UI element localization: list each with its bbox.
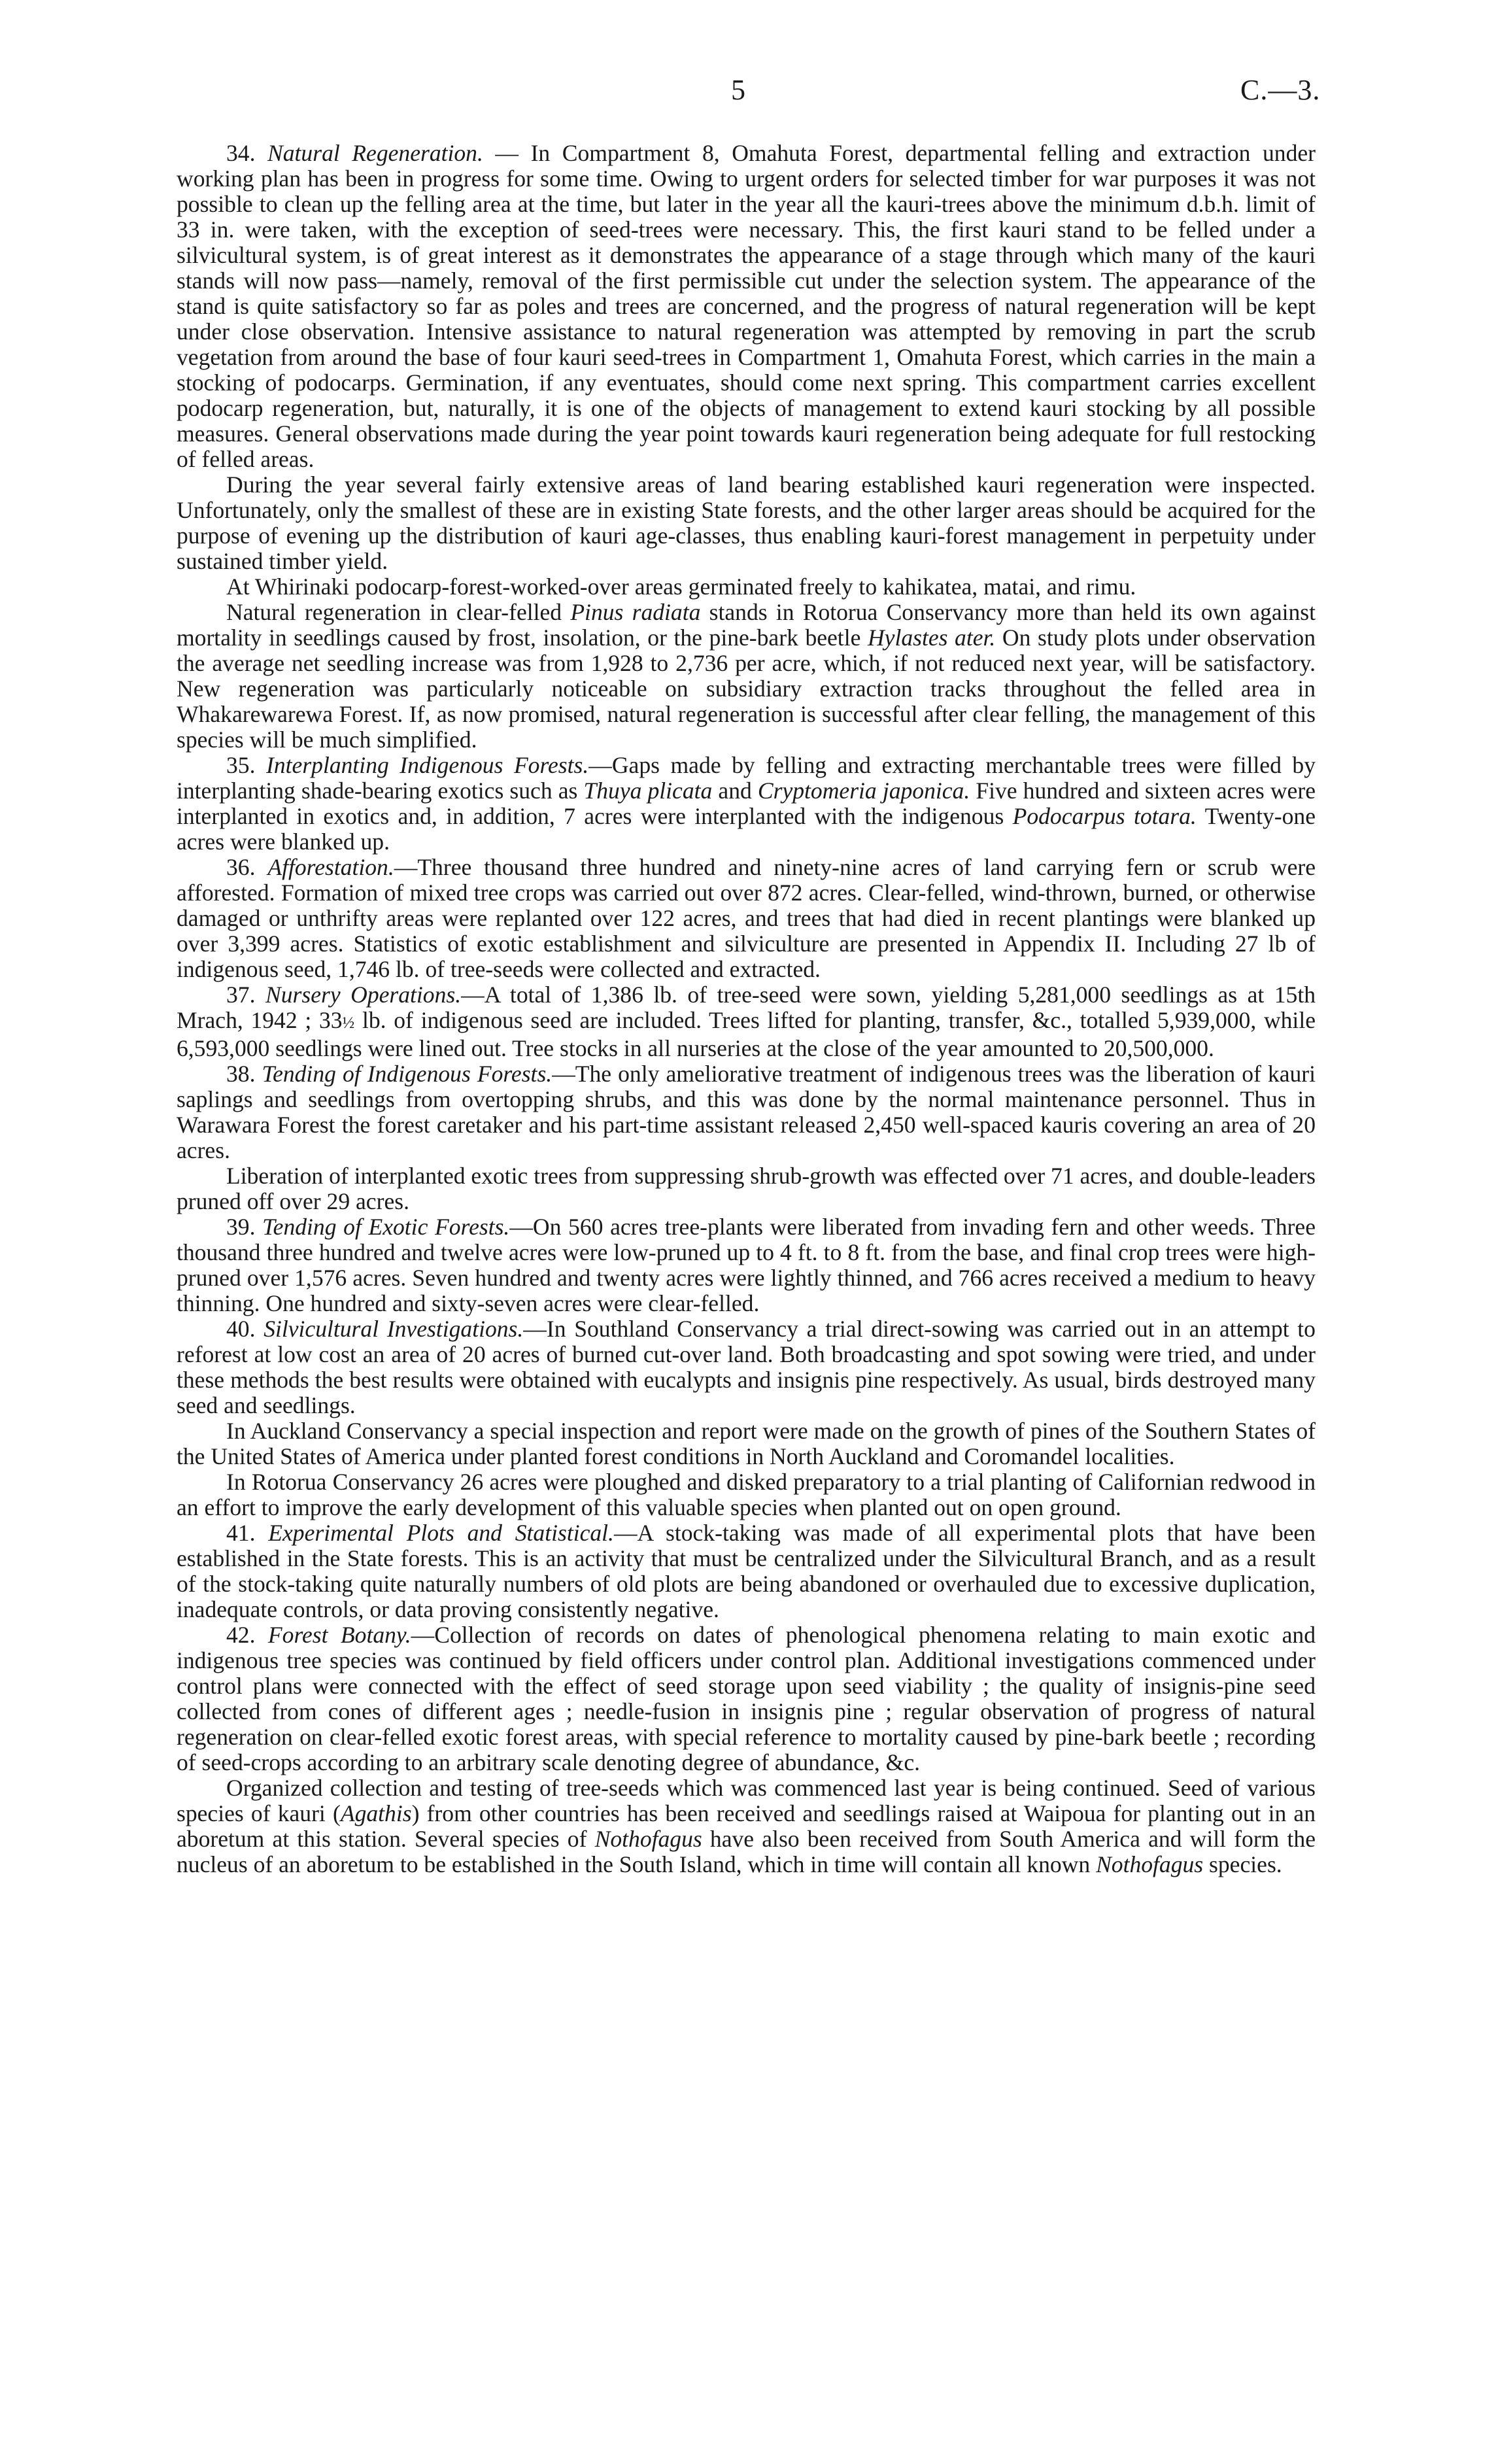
italic-text: Natural Regeneration.	[267, 140, 483, 166]
text-run: 35.	[226, 752, 267, 778]
paragraph	[177, 1775, 1316, 1877]
text-run: —The only ameliorative treatment of indigenous trees was the liberation of kauri saplings and seedlings from overtopping shrubs, and this was done by the normal maintenance personnel. Thus in Warawara Forest the forest caretaker and his part-time assistant released 2,450 well-spaced kauris covering an area of 20 acres.	[177, 1061, 1316, 1163]
text-run: —Collection of records on dates of phenological phenomena relating to main exotic and indigenous tree species was continued by field officers under control plan. Additional investigations commenced under control plans were connected with the effect of seed storage upon seed viability ; the quality of insignis-pine seed collected from cones of different ages ; needle-fusion in insignis pine ; regular observation of progress of natural regeneration on clear-felled exotic forest areas, with special reference to mortality caused by pine-bark beetle ; recording of seed-crops according to an arbitrary scale denoting degree of abundance, &c.	[177, 1622, 1316, 1775]
italic-text: Interplanting Indigenous Forests.	[266, 752, 589, 778]
paragraph	[177, 982, 1316, 1061]
italic-text: Silvicultural Investigations.	[264, 1316, 524, 1342]
text-run: —Gaps made by felling and extracting merchantable trees were filled by interplanting shade-bearing exotics such as	[177, 752, 1316, 804]
text-run: Natural regeneration in clear-felled	[226, 599, 571, 625]
paragraph	[177, 1061, 1316, 1163]
paragraph	[177, 1520, 1316, 1622]
italic-text: Nothofagus	[1096, 1851, 1204, 1877]
italic-text: Podocarpus totara.	[1012, 803, 1197, 829]
document-reference: C.—3.	[1240, 74, 1321, 106]
italic-text: Nothofagus	[594, 1826, 702, 1852]
text-run: In Auckland Conservancy a special inspection and report were made on the growth of pines of the Southern States of the United States of America under planted forest conditions in North Auckland and Coromandel localities.	[177, 1418, 1316, 1469]
paragraph	[177, 753, 1316, 855]
text-run: 41.	[226, 1520, 269, 1546]
text-run: stands in Rotorua Conservancy more than held its own against mortality in seedlings caused by frost, insolation, or the pine-bark beetle	[177, 599, 1316, 651]
text-run: —On 560 acres tree-plants were liberated from invading fern and other weeds. Three thousand three hundred and twelve acres were low-pruned up to 4 ft. to 8 ft. from the base, and final crop trees were high-pruned over 1,576 acres. Seven hundred and twenty acres were lightly thinned, and 766 acres received a medium to heavy thinning. One hundred and sixty-seven acres were clear-felled.	[177, 1214, 1316, 1316]
text-run: In Rotorua Conservancy 26 acres were ploughed and disked preparatory to a trial planting of Californian redwood in an effort to improve the early development of this valuable species when planted out on open ground.	[177, 1469, 1316, 1520]
text-run: —Three thousand three hundred and ninety-nine acres of land carrying fern or scrub were afforested. Formation of mixed tree crops was carried out over 872 acres. Clear-felled, wind-thrown, burned, or otherwise damaged or unthrifty areas were replanted over 122 acres, and trees that had died in recent plantings were blanked up over 3,399 acres. Statistics of exotic establishment and silviculture are presented in Appendix II. Including 27 lb of indigenous seed, 1,746 lb. of tree-seeds were collected and extracted.	[177, 854, 1316, 982]
text-run: species.	[1203, 1851, 1282, 1877]
text-run: have also been received from South America and will form the nucleus of an aboretum to be established in the South Island, which in time will contain all known	[177, 1826, 1316, 1877]
text-run: During the year several fairly extensive areas of land bearing established kauri regeneration were inspected. Unfortunately, only the smallest of these are in existing State forests, and the other larger areas should be acquired for the purpose of evening up the distribution of kauri age-classes, thus enabling kauri-forest management in perpetuity under sustained timber yield.	[177, 471, 1316, 574]
text-run: On study plots under observation the average net seedling increase was from 1,928 to 2,736 per acre, which, if not reduced next year, will be satisfactory. New regeneration was particularly noticeable on subsidiary extraction tracks throughout the felled area in Whakarewarewa Forest. If, as now promised, natural regeneration is successful after clear felling, the management of this species will be much simplified.	[177, 625, 1316, 753]
paragraph	[177, 472, 1316, 574]
paragraph	[177, 600, 1316, 753]
paragraph	[177, 855, 1316, 982]
body-text	[177, 141, 1316, 1877]
paragraph	[177, 1469, 1316, 1520]
paragraph	[177, 1316, 1316, 1418]
paragraph	[177, 1214, 1316, 1316]
italic-text: Cryptomeria japonica.	[757, 778, 970, 804]
italic-text: Nursery Operations.	[265, 982, 462, 1008]
text-run: 37.	[226, 982, 265, 1008]
italic-text: Forest Botany.	[267, 1622, 411, 1648]
paragraph	[177, 1418, 1316, 1469]
text-run: 39.	[226, 1214, 263, 1240]
paragraph	[177, 1622, 1316, 1775]
page-header	[0, 73, 1498, 112]
text-run: ½	[342, 1014, 355, 1032]
text-run: Five hundred and sixteen acres were interplanted in exotics and, in addition, 7 acres were interplanted with the indigenous	[177, 778, 1316, 829]
paragraph	[177, 574, 1316, 600]
text-run: Twenty-one acres were blanked up.	[177, 803, 1316, 855]
text-run: —In Southland Conservancy a trial direct-sowing was carried out in an attempt to reforest at low cost an area of 20 acres of burned cut-over land. Both broadcasting and spot sowing were tried, and under these methods the best results were obtained with eucalypts and insignis pine respectively. As usual, birds destroyed many seed and seedlings.	[177, 1316, 1316, 1418]
text-run: — In Compartment 8, Omahuta Forest, departmental felling and extraction under working plan has been in progress for some time. Owing to urgent orders for selected timber for war purposes it was not possible to clean up the felling area at the time, but later in the year all the kauri-trees above the minimum d.b.h. limit of 33 in. were taken, with the exception of seed-trees were necessary. This, the first kauri stand to be felled under a silvicultural system, is of great interest as it demonstrates the appearance of a stage through which many of the kauri stands will now pass—namely, removal of the first permissible cut under the selection system. The appearance of the stand is quite satisfactory so far as poles and trees are concerned, and the progress of natural regeneration will be kept under close observation. Intensive assistance to natural regeneration was attempted by removing in part the scrub vegetation from around the base of four kauri seed-trees in Compartment 1, Omahuta Forest, which carries in the main a stocking of podocarps. Germination, if any eventuates, should come next spring. This compartment carries excellent podocarp regeneration, but, naturally, it is one of the objects of management to extend kauri stocking by all possible measures. General observations made during the year point towards kauri regeneration being adequate for full restocking of felled areas.	[177, 140, 1316, 472]
italic-text: Afforestation.	[267, 854, 394, 880]
page-number: 5	[731, 74, 745, 106]
paragraph	[177, 141, 1316, 472]
text-run: lb. of indigenous seed are included. Trees lifted for planting, transfer, &c., totalled 5,939,000, while 6,593,000 seedlings were lined out. Tree stocks in all nurseries at the close of the year amounted to 20,500,000.	[177, 1007, 1316, 1061]
text-run: —A total of 1,386 lb. of tree-seed were sown, yielding 5,281,000 seedlings as at 15th Mrach, 1942 ; 33	[177, 982, 1316, 1033]
italic-text: Thuya plicata	[583, 778, 713, 804]
text-run: ) from other countries has been received and seedlings raised at Waipoua for planting out in an aboretum at this station. Several species of	[177, 1800, 1316, 1852]
text-run: Organized collection and testing of tree-seeds which was commenced last year is being continued. Seed of various species of kauri (	[177, 1775, 1316, 1826]
text-run: and	[712, 778, 758, 804]
text-run: —A stock-taking was made of all experimental plots that have been established in the State forests. This is an activity that must be centralized under the Silvicultural Branch, and as a result of the stock-taking quite naturally numbers of old plots are being abandoned or overhauled due to excessive duplication, inadequate controls, or data proving consistently negative.	[177, 1520, 1316, 1622]
text-run: Liberation of interplanted exotic trees from suppressing shrub-growth was effected over 71 acres, and double-leaders pruned off over 29 acres.	[177, 1163, 1316, 1214]
italic-text: Pinus radiata	[570, 599, 701, 625]
text-run: 38.	[226, 1061, 262, 1087]
italic-text: Tending of Exotic Forests.	[262, 1214, 510, 1240]
italic-text: Tending of Indigenous Forests.	[262, 1061, 553, 1087]
italic-text: Experimental Plots and Statistical.	[268, 1520, 614, 1546]
text-run: 42.	[226, 1622, 268, 1648]
paragraph	[177, 1163, 1316, 1214]
text-run: At Whirinaki podocarp-forest-worked-over areas germinated freely to kahikatea, matai, and rimu.	[226, 573, 1136, 600]
text-run: 40.	[226, 1316, 264, 1342]
italic-text: Hylastes ater.	[867, 625, 996, 651]
text-run: 34.	[226, 140, 268, 166]
italic-text: Agathis	[340, 1800, 412, 1826]
text-run: 36.	[226, 854, 268, 880]
